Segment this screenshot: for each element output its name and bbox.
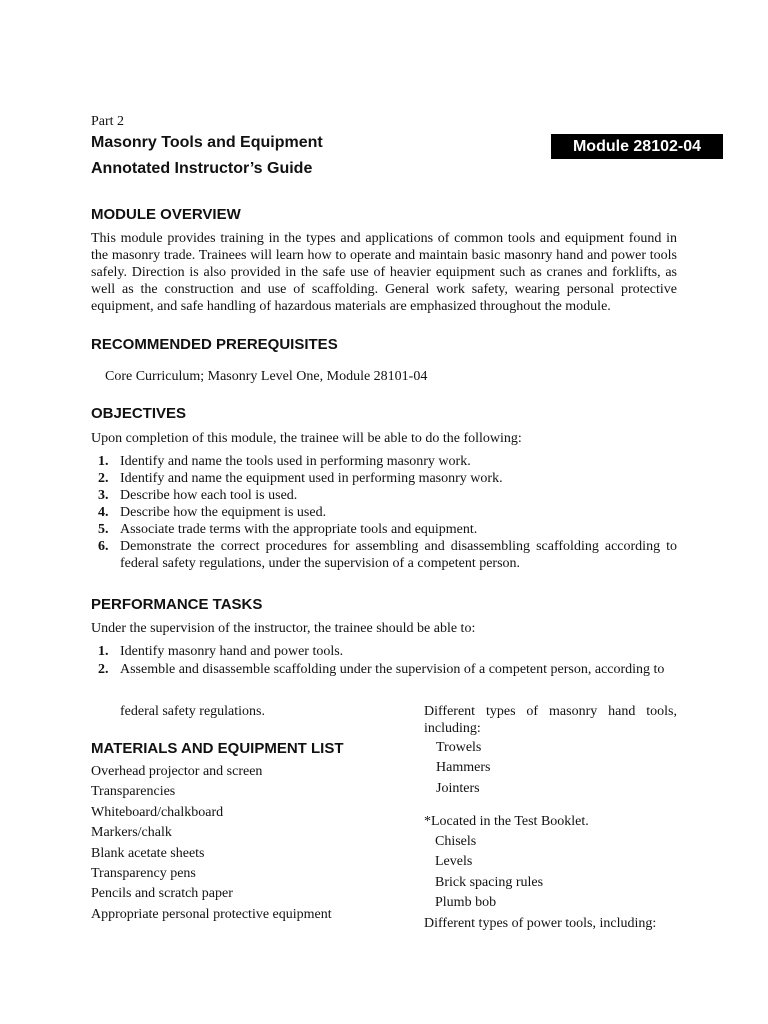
list-item: Levels — [435, 854, 473, 870]
more-tools-list — [435, 833, 543, 915]
list-item: 4. Describe how the equipment is used. — [98, 505, 327, 520]
test-booklet-note: *Located in the Test Booklet. — [424, 814, 589, 829]
prerequisites-heading: RECOMMENDED PREREQUISITES — [91, 336, 338, 353]
list-item: Plumb bob — [435, 895, 497, 911]
list-item: Blank acetate sheets — [91, 845, 205, 861]
list-item: Transparencies — [91, 784, 176, 800]
list-item: Transparency pens — [91, 865, 196, 881]
materials-list — [91, 763, 332, 926]
list-item: Markers/chalk — [91, 825, 172, 841]
list-item: Brick spacing rules — [435, 874, 544, 890]
list-item: Jointers — [436, 780, 480, 796]
list-item: Pencils and scratch paper — [91, 886, 233, 902]
list-item: 2. Identify and name the equipment used in performing masonry work. — [98, 471, 503, 486]
list-item: 3. Describe how each tool is used. — [98, 488, 298, 503]
materials-heading: MATERIALS AND EQUIPMENT LIST — [91, 740, 344, 757]
list-item: 2. Assemble and disassemble scaffolding under the supervision of a competent person, according to — [98, 662, 665, 677]
list-item: 5. Associate trade terms with the appropriate tools and equipment. — [98, 522, 478, 537]
list-item: 6. Demonstrate the correct procedures for assembling and disassembling scaffolding according to federal safety regulations, under the supervision of a competent person. — [98, 539, 677, 571]
objectives-list — [91, 453, 677, 572]
document-subtitle: Annotated Instructor’s Guide — [91, 160, 313, 177]
hand-tools-list — [436, 739, 490, 800]
performance-continuation: federal safety regulations. — [120, 704, 265, 719]
overview-heading: MODULE OVERVIEW — [91, 206, 241, 223]
power-tools-intro: Different types of power tools, including: — [424, 916, 657, 931]
performance-heading: PERFORMANCE TASKS — [91, 596, 263, 613]
list-item: Whiteboard/chalkboard — [91, 804, 224, 820]
module-badge: Module 28102-04 — [551, 134, 723, 159]
performance-list — [91, 643, 677, 678]
prerequisites-text: Core Curriculum; Masonry Level One, Module 28101-04 — [105, 369, 428, 384]
overview-text: This module provides training in the types and applications of common tools and equipment found in the masonry trade. Trainees will learn how to operate and maintain basic masonry hand and power tools safely. Direction is also provided in the safe use of heavier equipment such as cranes and forklifts, as well as the construction and use of scaffolding. General work safety, wearing personal protective equipment, and safe handling of hazardous materials are emphasized throughout the module. — [91, 231, 677, 314]
objectives-intro: Upon completion of this module, the trainee will be able to do the following: — [91, 431, 522, 446]
list-item: Appropriate personal protective equipment — [91, 906, 332, 922]
list-item: Chisels — [435, 834, 477, 849]
performance-intro: Under the supervision of the instructor, the trainee should be able to: — [91, 621, 476, 636]
hand-tools-intro: Different types of masonry hand tools, including: — [424, 704, 677, 736]
list-item: Overhead projector and screen — [91, 764, 263, 779]
list-item: 1. Identify and name the tools used in performing masonry work. — [98, 454, 471, 469]
list-item: Trowels — [436, 740, 482, 755]
list-item: Hammers — [436, 760, 491, 776]
list-item: 1. Identify masonry hand and power tools. — [98, 644, 344, 659]
objectives-heading: OBJECTIVES — [91, 405, 187, 422]
part-label: Part 2 — [91, 114, 125, 129]
document-title: Masonry Tools and Equipment — [91, 134, 323, 151]
